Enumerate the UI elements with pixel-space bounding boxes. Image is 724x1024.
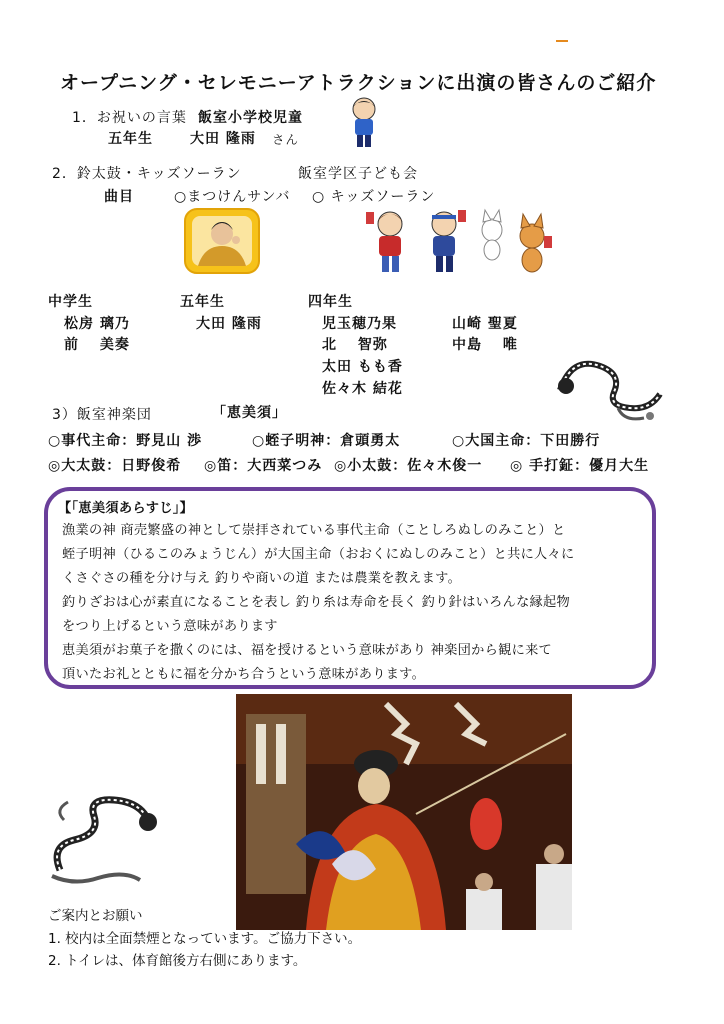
student-illustration [348, 97, 380, 151]
notice-heading: ご案内とお願い [48, 908, 143, 924]
synopsis-line: 頂いたお礼とともに福を分かち合うという意味があります。 [62, 667, 426, 682]
samba-performer-image [184, 208, 260, 274]
item1-school: 飯室小学校児童 [198, 110, 303, 126]
member-col2-1: 大田 隆雨 [196, 316, 262, 332]
cast-3: ○大国主命：下田勝行 [452, 433, 601, 449]
synopsis-line: 蛭子明神（ひるこのみょうじん）が大国主命（おおくにぬしのみこと）と共に人々に [62, 547, 575, 562]
item3-play: 「恵美須」 [212, 405, 287, 421]
cast-2: ○蛭子明神：倉頭勇太 [252, 433, 401, 449]
member-col1-1: 松房 璃乃 [64, 316, 130, 332]
members-col2-header: 五年生 [180, 294, 225, 310]
dragon-illustration-left [44, 790, 166, 890]
synopsis-line: 恵美須がお菓子を撒くのには、福を授けるという意味があり 神楽団から観に来て [62, 643, 553, 658]
songs-label: 曲目 [104, 189, 134, 205]
notice-line-1: 1. 校内は全面禁煙となっています。ご協力下さい。 [48, 931, 362, 947]
member-col4-2: 中島 唯 [452, 337, 518, 353]
music-3: ◎小太鼓：佐々木俊一 [334, 458, 483, 474]
kids-soran-illustration [364, 206, 556, 282]
cast-1: ○事代主命：野見山 渉 [48, 433, 203, 449]
member-col4-1: 山崎 聖夏 [452, 316, 518, 332]
member-col3-2: 北 智弥 [322, 337, 388, 353]
music-1: ◎大太鼓：日野俊希 [48, 458, 182, 474]
item1-label: 1．お祝いの言葉 [72, 110, 187, 126]
notice-line-2: 2. トイレは、体育館後方右側にあります。 [48, 953, 307, 969]
synopsis-heading: 【「恵美須あらすじ」】 [58, 501, 194, 516]
item3-label: 3）飯室神楽団 [52, 407, 152, 423]
member-col3-1: 児玉穂乃果 [322, 316, 397, 332]
item2-label: 2．鈴太鼓・キッズソーラン [52, 166, 242, 182]
synopsis-line: 釣りざおは心が素直になることを表し 釣り糸は寿命を長く 釣り針はいろんな縁起物 [62, 595, 571, 610]
members-col3-header: 四年生 [308, 294, 353, 310]
item2-group: 飯室学区子ども会 [298, 166, 418, 182]
music-4: ◎ 手打鉦：優月大生 [510, 458, 650, 474]
song-2: ○ キッズソーラン [312, 189, 436, 205]
item1-grade: 五年生 [108, 131, 153, 147]
synopsis-box [44, 487, 656, 689]
item1-honorific: さん [272, 132, 300, 147]
song-1: ○まつけんサンバ [174, 189, 291, 205]
corner-mark [556, 40, 568, 42]
page-title: オープニング・セレモニーアトラクションに出演の皆さんのご紹介 [60, 72, 657, 94]
members-col1-header: 中学生 [48, 294, 93, 310]
synopsis-line: 漁業の神 商売繁盛の神として崇拝されている事代主命（ことしろぬしのみこと）と [62, 523, 566, 538]
synopsis-line: くさぐさの種を分け与え 釣りや商いの道 または農業を教えます。 [62, 571, 462, 586]
item1-name: 大田 隆雨 [190, 131, 256, 147]
member-col3-4: 佐々木 結花 [322, 381, 403, 397]
dragon-illustration-right [552, 346, 670, 422]
member-col1-2: 前 美奏 [64, 337, 130, 353]
member-col3-3: 太田 もも香 [322, 359, 403, 375]
synopsis-line: をつり上げるという意味があります [62, 619, 278, 634]
kagura-performance-photo [236, 694, 572, 930]
music-2: ◎笛：大西菜つみ [204, 458, 323, 474]
